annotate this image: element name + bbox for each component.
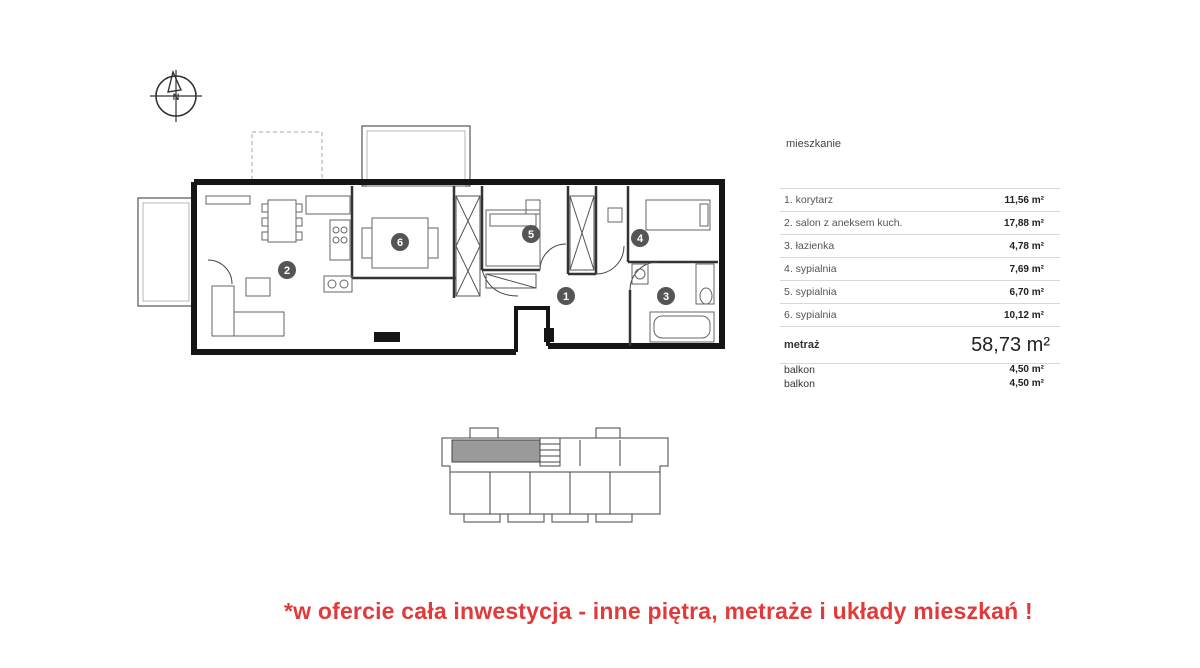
room-number-4: 4	[636, 233, 644, 245]
total-area-row	[780, 326, 1060, 364]
balcony-area: 4,50 m²	[1009, 378, 1044, 389]
offer-note: *w ofercie cała inwestycja - inne piętra, metraże i układy mieszkań !	[284, 598, 1033, 624]
room-row	[780, 188, 1060, 211]
building-key-plan	[442, 428, 668, 522]
room-number-2: 2	[283, 265, 291, 277]
total-value: 58,73 m²	[971, 333, 1050, 356]
room-row	[780, 303, 1060, 326]
room-number-3: 3	[662, 291, 670, 303]
room-number-5: 5	[527, 229, 535, 241]
balcony-area: 4,50 m²	[1009, 364, 1044, 375]
room-row	[780, 280, 1060, 303]
total-label: metraż	[784, 339, 820, 351]
room-row	[780, 257, 1060, 280]
bathroom-fixtures	[632, 264, 714, 342]
room-area: 7,69 m²	[1009, 263, 1044, 275]
compass-icon	[150, 70, 202, 122]
room-label: 5. sypialnia	[784, 286, 837, 298]
room-area: 17,88 m²	[1003, 217, 1044, 229]
wardrobe	[456, 196, 594, 296]
balcony-outline-dashed	[252, 132, 322, 184]
balcony-top	[362, 126, 470, 186]
room-label: 2. salon z aneksem kuch.	[784, 217, 903, 229]
highlighted-apartment	[452, 440, 540, 462]
room-area: 4,78 m²	[1009, 240, 1044, 252]
room-label: 6. sypialnia	[784, 309, 837, 321]
area-summary-panel	[780, 130, 1060, 392]
compass-label: N	[172, 92, 180, 102]
balcony-label: balkon	[784, 378, 815, 390]
balcony-row	[780, 378, 1060, 392]
balcony-row	[780, 364, 1060, 378]
summary-heading: mieszkanie	[786, 138, 842, 150]
room-label: 4. sypialnia	[784, 263, 837, 275]
room-number-1: 1	[562, 291, 570, 303]
room-area: 6,70 m²	[1009, 286, 1044, 298]
room-row	[780, 211, 1060, 234]
room-label: 3. łazienka	[784, 240, 835, 252]
room-area: 10,12 m²	[1003, 309, 1044, 321]
room-area: 11,56 m²	[1004, 194, 1044, 206]
balcony-label: balkon	[784, 364, 815, 376]
room-row	[780, 234, 1060, 257]
room-number-6: 6	[396, 237, 404, 249]
balcony-left	[138, 198, 194, 306]
room-label: 1. korytarz	[784, 194, 834, 206]
